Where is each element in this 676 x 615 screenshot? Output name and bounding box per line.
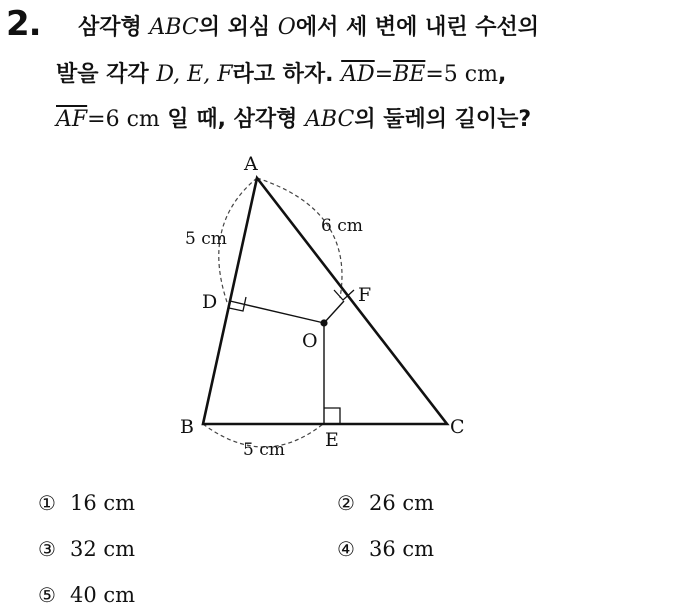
- right-angle-mark-e: [324, 408, 340, 424]
- perpendicular-of: [324, 301, 344, 323]
- question-text: 에서 세 변에 내린 수선의: [295, 15, 540, 40]
- answer-choice-5[interactable]: [38, 583, 135, 607]
- segment-af: $\overline{AF}$: [56, 107, 88, 132]
- choice-value: 40 cm: [70, 583, 136, 607]
- choice-marker: ①: [38, 491, 56, 515]
- choice-marker: ②: [337, 491, 355, 515]
- point-label-d: D: [202, 291, 218, 313]
- length-value: =6 cm: [87, 107, 160, 132]
- length-label-ad: 5 cm: [185, 229, 227, 249]
- answer-choice-1[interactable]: [38, 491, 135, 515]
- segment-ad: $\overline{AD}$: [341, 62, 375, 87]
- comma: ,: [497, 62, 507, 87]
- triangle-label: ABC: [149, 15, 199, 40]
- choice-marker: ⑤: [38, 583, 56, 607]
- question-number: 2.: [6, 4, 41, 44]
- answer-choice-4[interactable]: [337, 537, 434, 561]
- length-label-af: 6 cm: [321, 216, 363, 236]
- length-value: =5 cm: [425, 62, 498, 87]
- question-text: 일 때, 삼각형: [159, 107, 306, 132]
- question-text: 삼각형: [78, 15, 150, 40]
- question-text: 라고 하자.: [232, 62, 342, 87]
- vertex-label-a: A: [244, 153, 258, 175]
- length-label-be: 5 cm: [243, 440, 285, 460]
- choice-value: 16 cm: [70, 491, 136, 515]
- answer-choice-2[interactable]: [337, 491, 434, 515]
- choice-value: 26 cm: [369, 491, 435, 515]
- answer-choice-3[interactable]: [38, 537, 135, 561]
- question-text: 발을 각각: [56, 62, 157, 87]
- triangle-abc: [203, 178, 447, 424]
- point-label-f: F: [358, 284, 372, 306]
- point-label-e: E: [325, 429, 339, 451]
- foot-points-label: D, E, F: [156, 62, 233, 87]
- circumcenter-point: [320, 319, 327, 326]
- choice-value: 32 cm: [70, 537, 136, 561]
- choice-value: 36 cm: [369, 537, 435, 561]
- segment-be: $\overline{BE}$: [393, 62, 426, 87]
- vertex-label-c: C: [450, 416, 465, 438]
- choice-marker: ③: [38, 537, 56, 561]
- triangle-label: ABC: [305, 107, 355, 132]
- vertex-label-b: B: [180, 416, 194, 438]
- point-label-o: O: [302, 330, 318, 352]
- question-text: 의 외심: [198, 15, 278, 40]
- question-text: 의 둘레의 길이는?: [354, 107, 532, 132]
- equals-sign: =: [374, 62, 394, 87]
- circumcenter-label: O: [277, 15, 296, 40]
- choice-marker: ④: [337, 537, 355, 561]
